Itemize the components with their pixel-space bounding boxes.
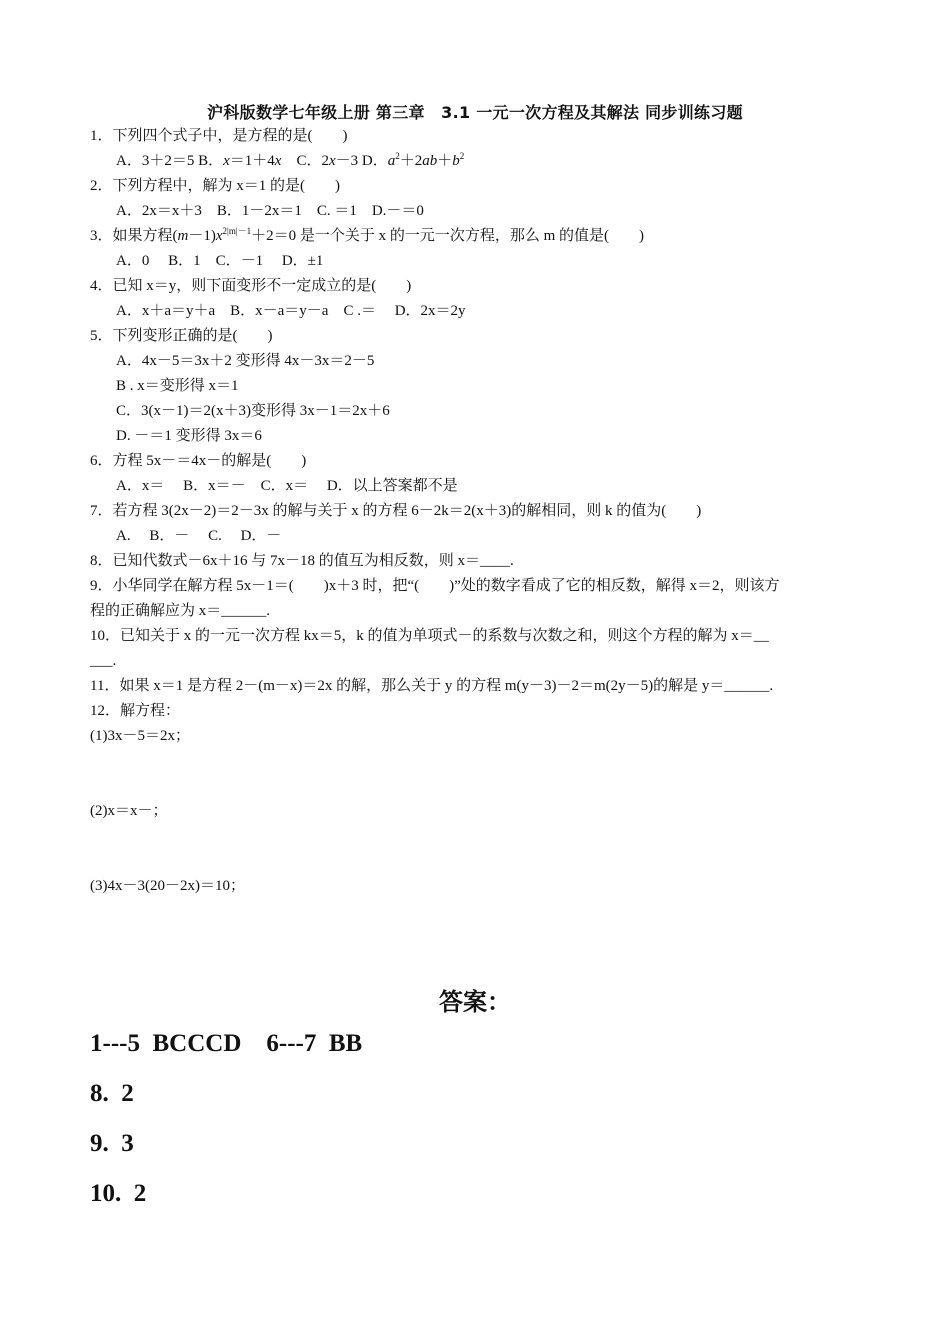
question-7-options: A. B．－ C. D．－: [116, 528, 282, 544]
question-2-options: A．2x＝x＋3 B．1－2x＝1 C. ＝1 D.－＝0: [116, 203, 424, 219]
answers-title: 答案：: [439, 987, 511, 1016]
question-8: 8．已知代数式－6x＋16 与 7x－18 的值互为相反数，则 x＝____.: [90, 553, 514, 569]
question-12-stem: 12．解方程：: [90, 703, 181, 719]
answer-line-1: 1---5 BCCCD 6---7 BB: [90, 1030, 363, 1057]
page-title: 沪科版数学七年级上册 第三章 3.1 一元一次方程及其解法 同步训练习题: [207, 103, 743, 122]
question-3-options: A．0 B．1 C．－1 D．±1: [116, 253, 324, 269]
question-5-option-a: A．4x－5＝3x＋2 变形得 4x－3x＝2－5: [116, 353, 375, 369]
question-1-options: A．3＋2＝5 B．x＝1＋4x C．2x－3 D．$a^2+2ab+b^2$: [116, 151, 465, 169]
question-6-stem: 6．方程 5x－＝4x－的解是( ): [90, 453, 307, 469]
question-12-part-1: (1)3x－5＝2x；: [90, 728, 190, 744]
question-5-option-d: D. －＝1 变形得 3x＝6: [116, 428, 262, 444]
question-7-stem: 7．若方程 3(2x－2)＝2－3x 的解与关于 x 的方程 6－2k＝2(x＋3)的解相同，则 k 的值为( ): [90, 503, 702, 519]
question-5-option-c: C．3(x－1)＝2(x＋3)变形得 3x－1＝2x＋6: [116, 403, 390, 419]
question-4-stem: 4．已知 x＝y，则下面变形不一定成立的是( ): [90, 278, 412, 294]
question-12-part-2: (2)x＝x－；: [90, 803, 168, 819]
answer-line-3: 9. 3: [90, 1130, 134, 1157]
question-6-options: A．x＝ B．x＝－ C．x＝ D．以上答案都不是: [116, 478, 458, 494]
question-11: 11．如果 x＝1 是方程 2－(m－x)＝2x 的解，那么关于 y 的方程 m(y－3)－2＝m(2y－5)的解是 y＝______.: [90, 678, 774, 694]
question-12-part-3: (3)4x－3(20－2x)＝10；: [90, 878, 245, 894]
question-3-stem: 3．如果方程$(m-1)x^{2|m|-1}+2=0$ 是一个关于 x 的一元一次方程，那么 m 的值是( ): [90, 226, 645, 244]
question-1-stem: 1．下列四个式子中，是方程的是( ): [90, 128, 348, 144]
question-5-option-b: B . x＝变形得 x＝1: [116, 378, 239, 394]
answer-line-4: 10. 2: [90, 1180, 147, 1207]
question-9-line-1: 9．小华同学在解方程 5x－1＝( )x＋3 时，把“( )”处的数字看成了它的相反数，解得 x＝2，则该方: [90, 578, 780, 594]
question-10-line-1: 10．已知关于 x 的一元一次方程 kx＝5，k 的值为单项式－的系数与次数之和，则这个方程的解为 x＝__: [90, 628, 769, 644]
question-4-options: A．x＋a＝y＋a B．x－a＝y－a C .＝ D．2x＝2y: [116, 303, 466, 319]
question-2-stem: 2．下列方程中，解为 x＝1 的是( ): [90, 178, 340, 194]
question-9-line-2: 程的正确解应为 x＝______.: [90, 603, 271, 619]
question-10-line-2: ___.: [90, 653, 117, 669]
question-5-stem: 5．下列变形正确的是( ): [90, 328, 273, 344]
answer-line-2: 8. 2: [90, 1080, 134, 1107]
